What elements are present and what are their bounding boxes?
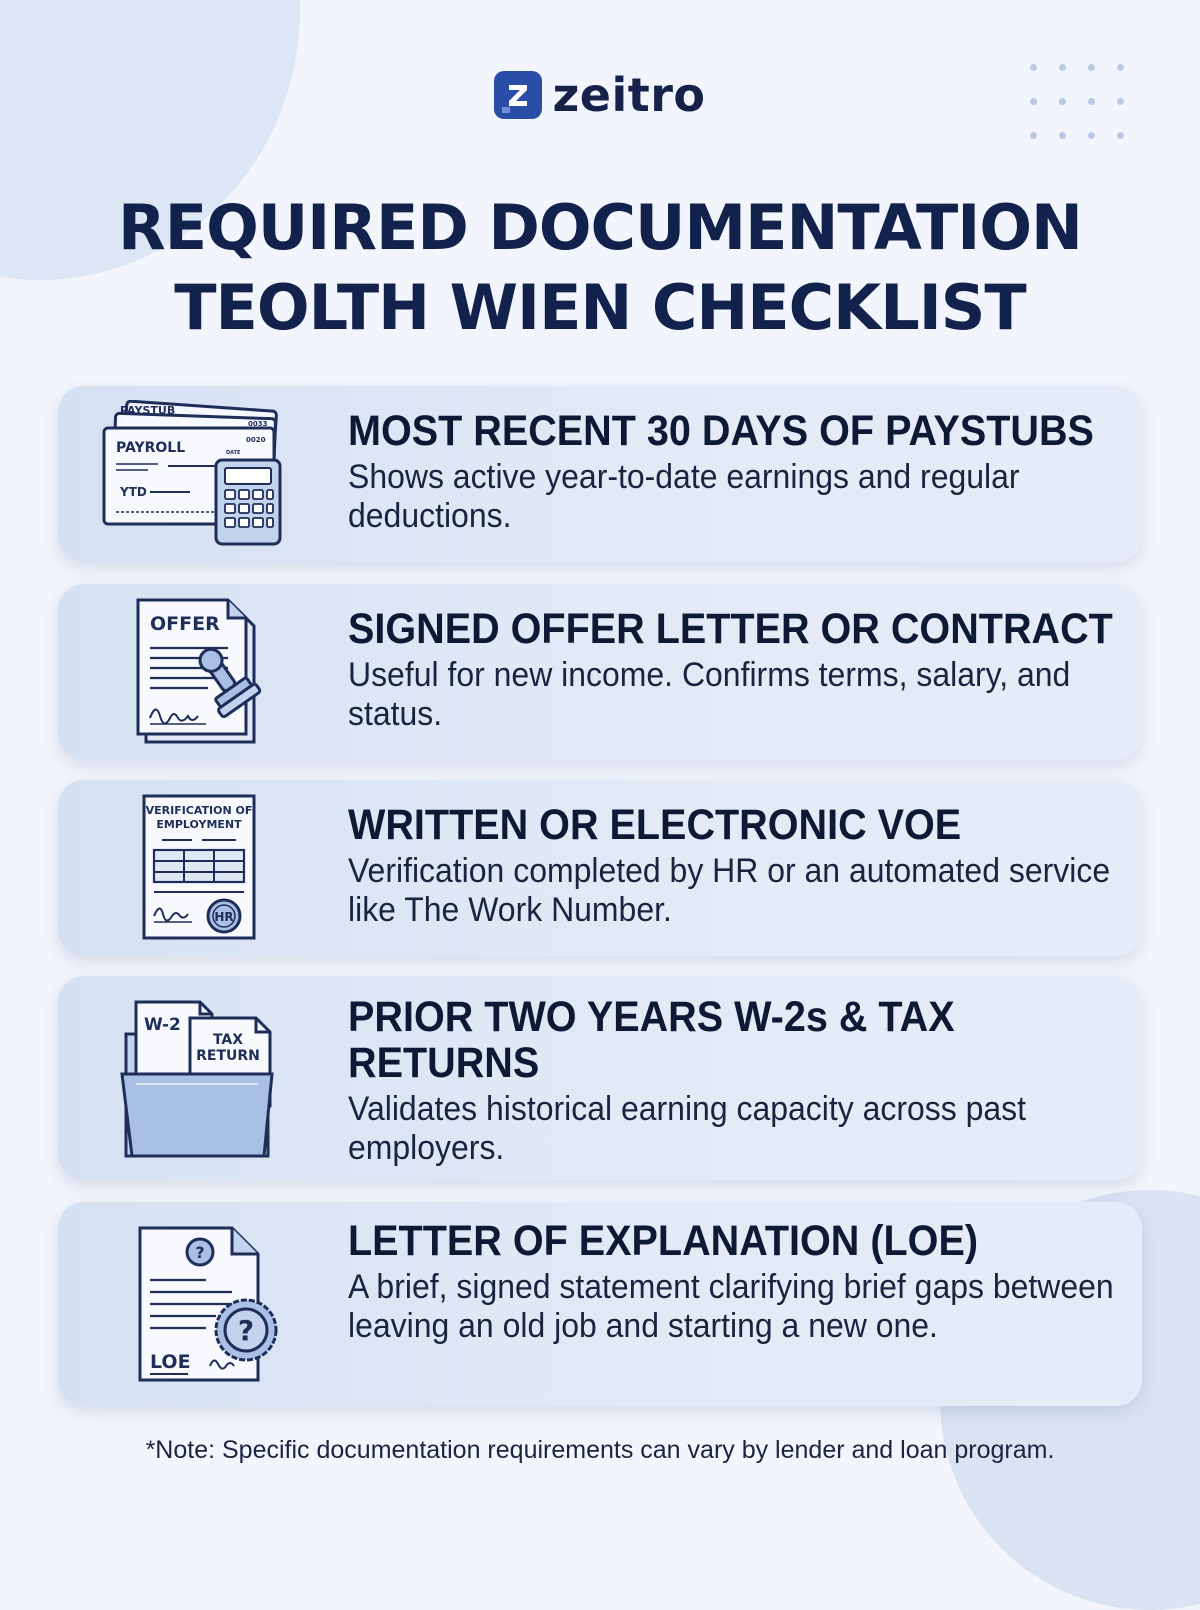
footnote: *Note: Specific documentation requirements can vary by lender and loan program. bbox=[145, 1436, 1055, 1464]
page-title bbox=[0, 188, 1200, 348]
brand-name: zeitro bbox=[552, 68, 706, 122]
svg-text:?: ? bbox=[195, 1243, 205, 1262]
loe-document-icon bbox=[136, 1224, 286, 1394]
item-description: A brief, signed statement clarifying brief gaps between leaving an old job and starting a new one. bbox=[348, 1268, 1114, 1345]
verification-form-icon bbox=[140, 792, 260, 946]
brand-logo bbox=[0, 68, 1200, 122]
item-heading: LETTER OF EXPLANATION (LOE) bbox=[348, 1217, 979, 1265]
svg-text:0033: 0033 bbox=[248, 420, 268, 428]
offer-letter-stamp-icon bbox=[128, 596, 268, 750]
svg-text:PAYSTUB: PAYSTUB bbox=[120, 404, 176, 417]
svg-text:RETURN: RETURN bbox=[196, 1048, 260, 1064]
checklist-item-offer-letter bbox=[58, 584, 1142, 760]
svg-text:LOE: LOE bbox=[150, 1351, 191, 1373]
page-title-line-1: REQUIRED DOCUMENTATION bbox=[118, 191, 1082, 264]
svg-text:VERIFICATION OF: VERIFICATION OF bbox=[145, 804, 253, 817]
checklist-item-voe bbox=[58, 780, 1142, 956]
svg-text:YTD: YTD bbox=[120, 485, 147, 499]
item-description: Shows active year-to-date earnings and regular deductions. bbox=[348, 458, 1020, 535]
checklist-item-paystubs bbox=[58, 386, 1142, 562]
item-description: Verification completed by HR or an automated service like The Work Number. bbox=[348, 852, 1111, 929]
svg-text:W-2: W-2 bbox=[144, 1015, 181, 1035]
item-heading: MOST RECENT 30 DAYS OF PAYSTUBS bbox=[348, 407, 1094, 455]
tax-folder-icon bbox=[118, 996, 288, 1170]
paystub-calculator-icon bbox=[98, 400, 298, 554]
item-heading: WRITTEN OR ELECTRONIC VOE bbox=[348, 801, 962, 849]
page-title-line-2: TEOLTH WIEN CHECKLIST bbox=[174, 271, 1026, 344]
item-heading: SIGNED OFFER LETTER OR CONTRACT bbox=[348, 605, 1113, 653]
item-heading: PRIOR TWO YEARS W-2s & TAX RETURNS bbox=[348, 993, 955, 1087]
svg-text:0020: 0020 bbox=[246, 436, 266, 444]
svg-text:TAX: TAX bbox=[212, 1032, 244, 1048]
svg-text:DATE: DATE bbox=[226, 450, 241, 456]
svg-text:?: ? bbox=[237, 1314, 255, 1347]
svg-text:PAYROLL: PAYROLL bbox=[116, 440, 186, 456]
checklist-item-w2-tax bbox=[58, 976, 1142, 1180]
svg-text:EMPLOYMENT: EMPLOYMENT bbox=[156, 818, 242, 831]
checklist-item-loe bbox=[58, 1202, 1142, 1406]
zeitro-logo-icon bbox=[494, 71, 542, 119]
svg-text:HR: HR bbox=[214, 910, 234, 924]
item-description: Validates historical earning capacity across past employers. bbox=[348, 1090, 1027, 1167]
item-description: Useful for new income. Confirms terms, salary, and status. bbox=[348, 656, 1071, 733]
svg-text:OFFER: OFFER bbox=[150, 613, 220, 635]
